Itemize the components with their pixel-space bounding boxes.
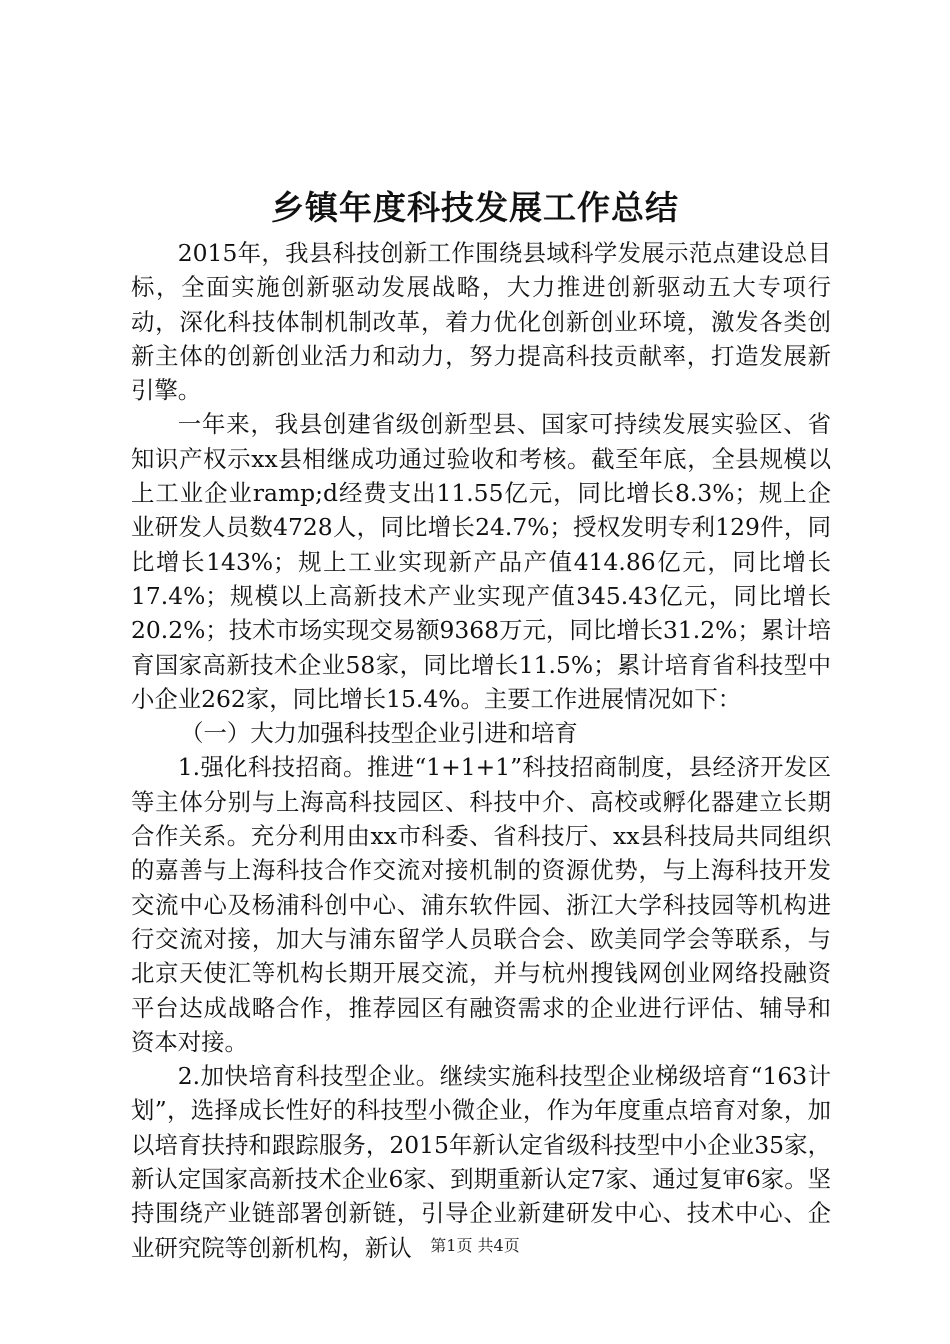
page-footer: 第1页 共4页 — [430, 1236, 520, 1255]
paragraph-intro: 2015年，我县科技创新工作围绕县域科学发展示范点建设总目标，全面实施创新驱动发展战略，大力推进创新驱动五大专项行动，深化科技体制机制改革，着力优化创新创业环境，激发各类创新主体的创新创业活力和动力，努力提高科技贡献率，打造发展新引擎。 — [131, 239, 831, 405]
document-title: 乡镇年度科技发展工作总结 — [271, 188, 679, 227]
section-heading: （一）大力加强科技型企业引进和培育 — [180, 719, 578, 748]
paragraph-overview: 一年来，我县创建省级创新型县、国家可持续发展实验区、省知识产权示xx县相继成功通过验收和考核。截至年底，全县规模以上工业企业ramp;d经费支出11.55亿元，同比增长8.3%；规上企业研发人员数4728人，同比增长24.7%；授权发明专利129件，同比增长143%；规上工业实现新产品产值414.86亿元，同比增长17.4%；规模以上高新技术产业实现产值345.43亿元，同比增长20.2%；技术市场实现交易额9368万元，同比增长31.2%；累计培育国家高新技术企业58家，同比增长11.5%；累计培育省科技型中小企业262家，同比增长15.4%。主要工作进展情况如下： — [131, 410, 831, 713]
paragraph-item-1: 1.强化科技招商。推进“1+1+1”科技招商制度，县经济开发区等主体分别与上海高科技园区、科技中介、高校或孵化器建立长期合作关系。充分利用由xx市科委、省科技厅、xx县科技局共同组织的嘉善与上海科技合作交流对接机制的资源优势，与上海科技开发交流中心及杨浦科创中心、浦东软件园、浙江大学科技园等机构进行交流对接，加大与浦东留学人员联合会、欧美同学会等联系，与北京天使汇等机构长期开展交流，并与杭州搜钱网创业网络投融资平台达成战略合作，推荐园区有融资需求的企业进行评估、辅导和资本对接。 — [131, 753, 831, 1056]
paragraph-item-2: 2.加快培育科技型企业。继续实施科技型企业梯级培育“163计划”，选择成长性好的科技型小微企业，作为年度重点培育对象，加以培育扶持和跟踪服务，2015年新认定省级科技型中小企业35家，新认定国家高新技术企业6家、到期重新认定7家、通过复审6家。坚持围绕产业链部署创新链，引导企业新建研发中心、技术中心、企业研究院等创新机构，新认 — [131, 1062, 831, 1262]
document-body — [131, 236, 831, 1265]
